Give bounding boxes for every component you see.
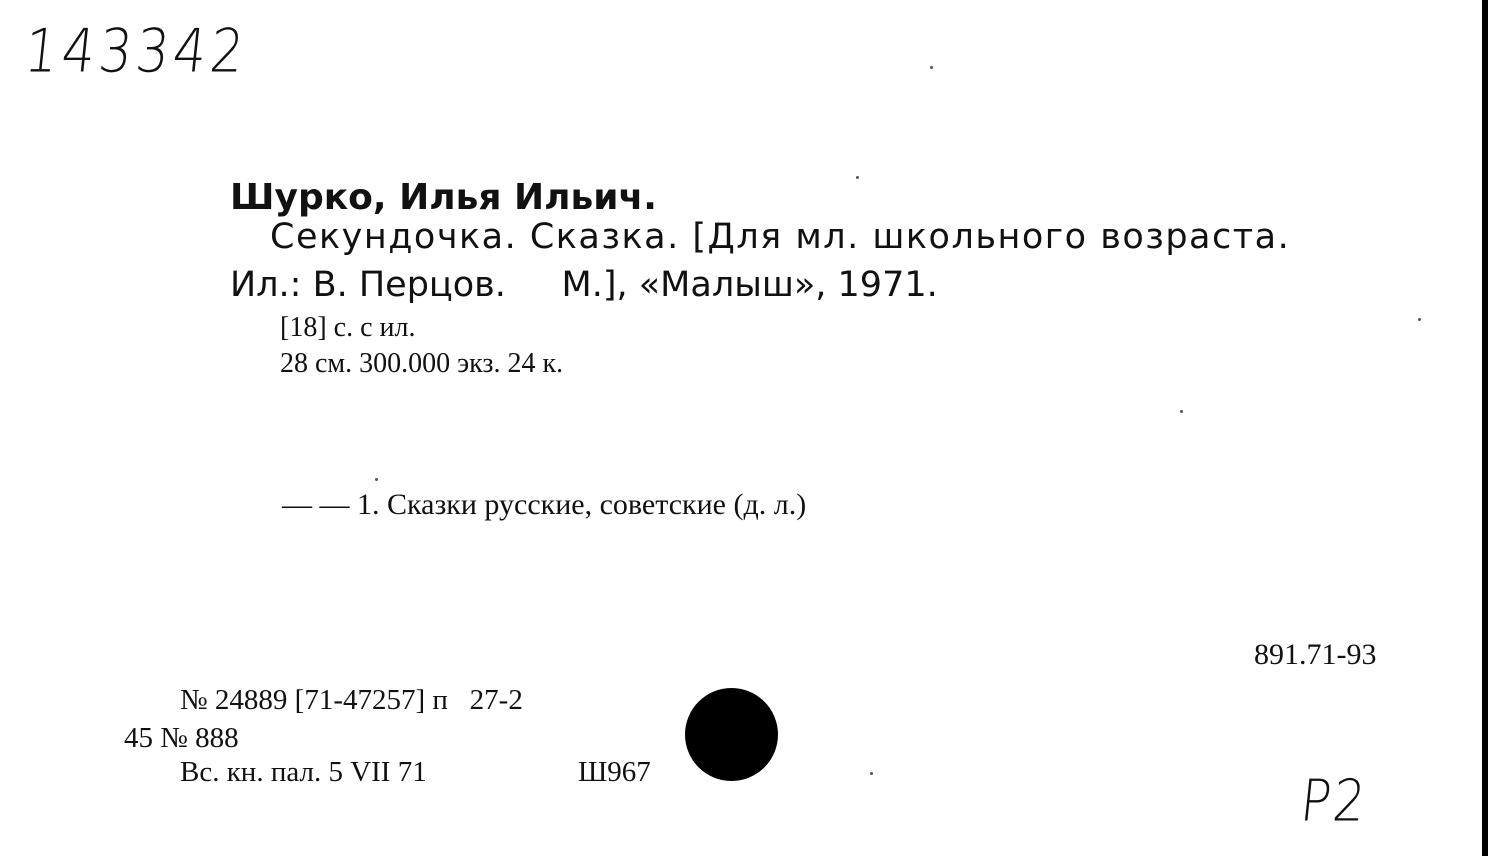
paper-speck [930,66,933,69]
pagination: [18] с. с ил. [280,312,416,343]
paper-speck [375,478,378,481]
card-number: 45 № 888 [124,722,239,754]
registry-number: № 24889 [71-47257] п 27-2 [180,684,523,716]
title-line-2: Ил.: В. Перцов. М.], «Малыш», 1971. [230,265,938,305]
book-chamber-date: Вс. кн. пал. 5 VII 71 [180,756,427,788]
classification-index: 891.71-93 [1254,638,1377,671]
paper-speck [1180,410,1183,413]
paper-speck [870,772,873,775]
punched-hole [685,688,778,781]
card-edge-shadow [1482,0,1488,856]
title-line-1: Секундочка. Сказка. [Для мл. школьного возраста. [270,217,1291,257]
paper-speck [856,176,859,179]
shelf-code: Ш967 [578,756,651,788]
handwritten-inventory-number: 143342 [21,17,251,87]
format-and-print-run: 28 см. 300.000 экз. 24 к. [280,348,564,379]
handwritten-mark: Р2 [1297,767,1371,835]
paper-speck [1418,318,1421,321]
author-heading: Шурко, Илья Ильич. [230,177,657,218]
subject-heading: — — 1. Сказки русские, советские (д. л.) [282,488,807,521]
